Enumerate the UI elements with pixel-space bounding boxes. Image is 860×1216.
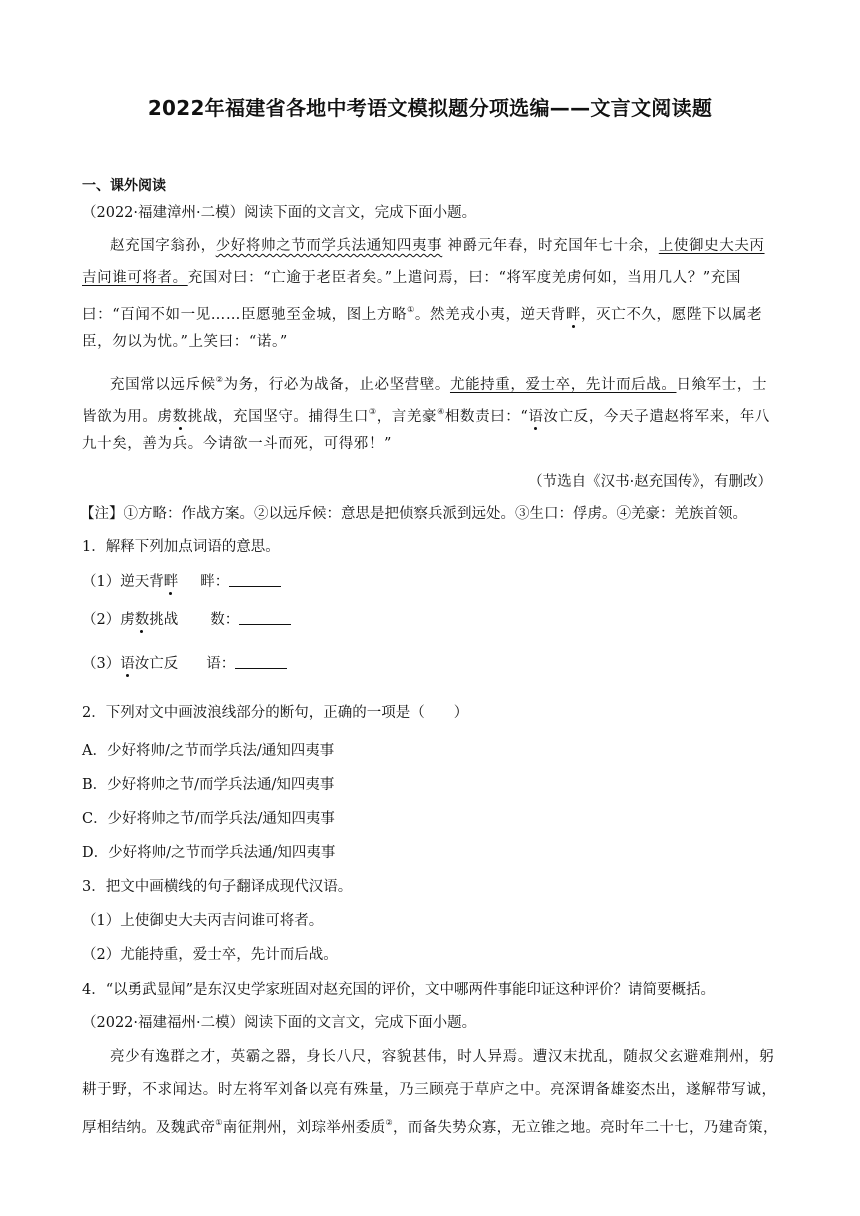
question-2-option-b[interactable]: B．少好将帅之节/而学兵法通/知四夷事: [82, 777, 335, 793]
passage2-line3: 厚相结纳。及魏武帝①南征荆州，刘琮举州委质②，而备失势众寡，无立锥之地。亮时年二十七，乃建奇策，: [82, 1118, 778, 1136]
wavy-underlined-phrase: 少好将帅之节而学兵法通知四夷事: [215, 238, 443, 254]
passage2-line2: 耕于野，不求闻达。时左将军刘备以亮有殊量，乃三顾亮于草庐之中。亮深谓备雄姿杰出，遂解带写诚，: [82, 1082, 777, 1098]
page-title: 2022年福建省各地中考语文模拟题分项选编——文言文阅读题: [147, 96, 713, 120]
question-3-item-1: （1）上使御史大夫丙吉问谁可将者。: [82, 913, 324, 929]
question-1-item-1: （1）逆天背畔 畔：: [82, 572, 281, 592]
answer-blank[interactable]: [229, 573, 281, 587]
question-4-stem: 4．“以勇武显闻”是东汉史学家班固对赵充国的评价，文中哪两件事能印证这种评价？请简要概括。: [82, 982, 716, 998]
passage1-line4: 臣，勿以为忧。”上笑曰：“诺。”: [82, 334, 288, 350]
question-2-option-c[interactable]: C．少好将帅之节/而学兵法/通知四夷事: [82, 811, 335, 827]
question-2-stem: 2．下列对文中画波浪线部分的断句，正确的一项是（ ）: [82, 705, 469, 721]
question-2-option-d[interactable]: D．少好将帅/之节而学兵法通/知四夷事: [82, 845, 336, 861]
passage1-line5: 充国常以远斥候②为务，行必为战备，止必坚营壁。尤能持重，爱士卒，先计而后战。日飨军士，士: [110, 375, 768, 393]
dotted-word: 语: [528, 409, 544, 425]
question-1-stem: 1．解释下列加点词语的意思。: [82, 539, 280, 555]
section-heading: 一、课外阅读: [82, 178, 166, 194]
answer-blank[interactable]: [235, 655, 287, 669]
underlined-sentence-1b: 吉问谁可将者。: [82, 270, 188, 286]
question-3-item-2: （2）尤能持重，爱士卒，先计而后战。: [82, 947, 338, 963]
passage2-source: （2022·福建福州·二模）阅读下面的文言文，完成下面小题。: [82, 1015, 477, 1031]
underlined-sentence-2: 尤能持重，爱士卒，先计而后战。: [449, 377, 677, 393]
passage1-line2: 吉问谁可将者。充国对曰：“亡逾于老臣者矣。”上遣问焉，曰：“将军度羌虏何如，当用几人？”充国: [82, 270, 742, 286]
dotted-word: 畔: [565, 307, 582, 323]
passage1-citation: （节选自《汉书·赵充国传》，有删改）: [528, 474, 772, 490]
passage2-line1: 亮少有逸群之才，英霸之器，身长八尺，容貌甚伟，时人异焉。遭汉末扰乱，随叔父玄避难荆州，躬: [110, 1049, 775, 1065]
passage1-line1: 赵充国字翁孙，少好将帅之节而学兵法通知四夷事 神爵元年春，时充国年七十余，上使御史大夫丙: [110, 238, 765, 254]
passage1-source: （2022·福建漳州·二模）阅读下面的文言文，完成下面小题。: [82, 205, 477, 221]
underlined-sentence-1a: 上使御史大夫丙: [658, 238, 765, 254]
question-1-item-3: （3）语汝亡反 语：: [82, 654, 287, 674]
answer-blank[interactable]: [239, 611, 291, 625]
passage1-line6: 皆欲为用。虏数挑战，充国坚守。捕得生口③，言羌豪④相数责曰：“语汝亡反，今天子遣赵将军来，年八: [82, 407, 771, 425]
dotted-word: 数: [172, 409, 188, 425]
question-3-stem: 3．把文中画横线的句子翻译成现代汉语。: [82, 879, 353, 895]
passage1-line7: 九十矣，善为兵。今请欲一斗而死，可得邪！”: [82, 436, 393, 452]
question-1-item-2: （2）虏数挑战 数：: [82, 610, 291, 630]
footnote: 【注】①方略：作战方案。②以远斥候：意思是把侦察兵派到远处。③生口：俘虏。④羌豪：羌族首领。: [80, 506, 747, 522]
passage1-line3: 曰：“百闻不如一见……臣愿驰至金城，图上方略①。然羌戎小夷，逆天背畔，灭亡不久，愿陛下以属老: [82, 305, 763, 323]
question-2-option-a[interactable]: A．少好将帅/之节而学兵法/通知四夷事: [82, 743, 335, 759]
